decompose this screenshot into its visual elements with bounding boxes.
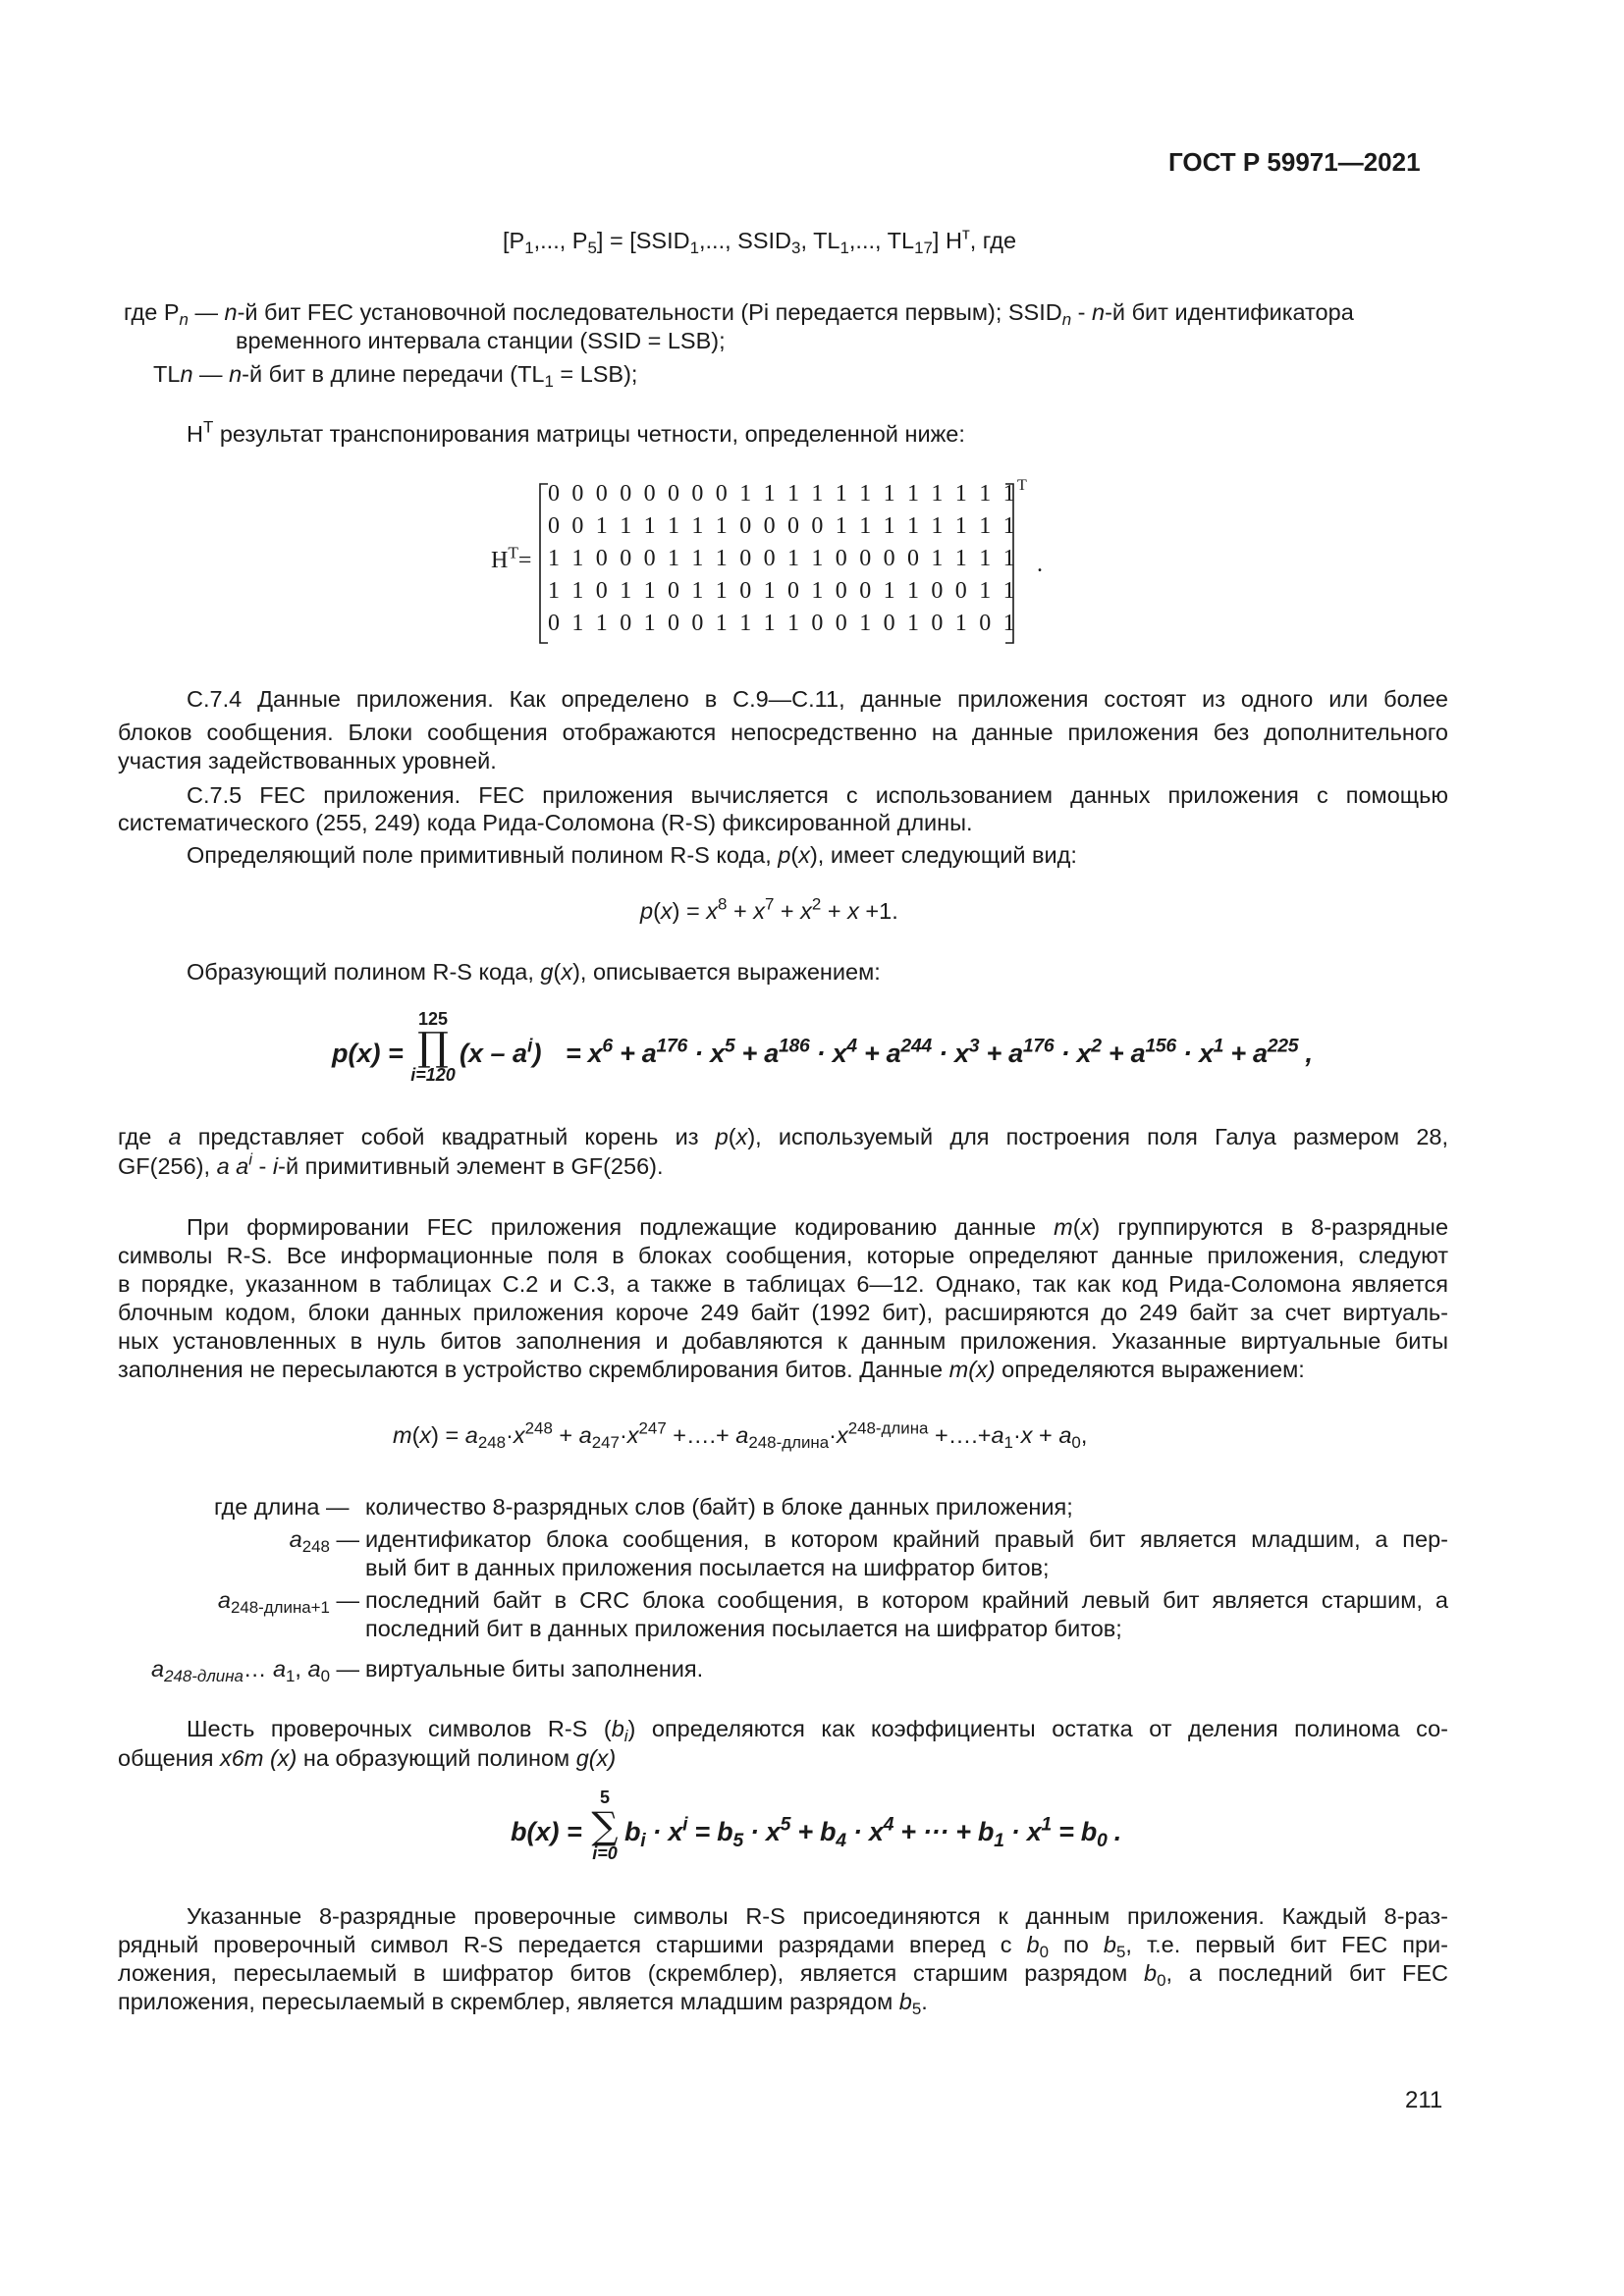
where-padding-text: виртуальные биты заполнения. [365,1656,704,1682]
galois-line-1: где a представляет собой квадратный корень из p(x), используемый для построения поля Галуа размером 28, [118,1124,1448,1149]
sum-symbol [587,1788,623,1864]
ht-intro: $H^T$ результат транспонирования матрицы четности, определенной ниже: [187,417,965,447]
mx-line-5: ных установленных в нуль битов заполнения и добавляются к данным приложения. Указанные виртуальные биты [118,1328,1448,1354]
matrix-label: $H^T=$ [491,543,532,573]
sum-upper: 5 [599,1788,610,1807]
final-line-4: приложения, пересылаемый в скремблер, является младшим разрядом $b_5$. [118,1989,928,2019]
c74-line-3: участия задействованных уровней. [118,748,497,774]
c75-line-1: С.7.5 FEC приложения. FEC приложения вычисляется с использованием данных приложения с помощью [187,782,1448,808]
sum-sign: ∑ [591,1804,619,1847]
matrix-row: 0 0 0 0 0 0 0 0 1 1 1 1 1 1 1 1 1 1 1 1 [548,481,1018,507]
matrix-row: 0 0 1 1 1 1 1 1 0 0 0 0 1 1 1 1 1 1 1 1 [548,513,1018,539]
product-lower: i=120 [410,1065,456,1085]
matrix-period: . [1037,552,1043,577]
definition-pn-cont: временного интервала станции (SSID = LSB); [236,328,726,353]
matrix-row: 1 1 0 1 1 0 1 1 0 1 0 1 0 0 1 1 0 0 1 1 [548,578,1018,604]
check-symbols-line-2: общения x6m (x) на образующий полином g(x) [118,1745,617,1771]
c74-line-1: С.7.4 Данные приложения. Как определено в С.9—С.11, данные приложения состоят из одного или более [187,686,1448,712]
product-sign: ∏ [417,1025,449,1070]
definition-tln: TLn — n-й бит в длине передачи $(TL_1 = LSB)$; [153,361,638,392]
final-line-1: Указанные 8-разрядные проверочные символы R-S присоединяются к данным приложения. Каждый 8-раз- [187,1903,1448,1929]
eq-rhs: = $x^6 + a^{176} \cdot x^5 + a^{186} \cdot x^4 + a^{244} \cdot x^3 + a^{176} \cdot x^2 + a^{156} \cdot x^1 + a^{225}$ , [566,1035,1313,1068]
matrix-row: 1 1 0 0 0 1 1 1 0 0 1 1 0 0 0 0 1 1 1 1 [548,546,1018,571]
where-length-label: где длина — [214,1494,350,1520]
where-a248-label: $a_{248}$ — [289,1526,359,1557]
eq-lhs: b(x) = [511,1817,582,1846]
c75-line-3: Определяющий поле примитивный полином R-S кода, p(x), имеет следующий вид: [187,842,1077,868]
matrix-bracket-right [1003,483,1015,644]
matrix-ht [491,477,1060,650]
where-crc-label: $a_{248-длина+1}$ — [217,1587,359,1618]
galois-line-2: GF(256), a $a^i - i-й$ примитивный элемент в GF(256). [118,1149,664,1179]
eq-lhs: p(x) = [332,1039,404,1068]
document-header: ГОСТ Р 59971—2021 [1168,147,1421,177]
where-crc-text-1: последний байт в CRC блока сообщения, в котором крайний левый бит является старшим, а [365,1587,1448,1613]
c75-line-2: систематического (255, 249) кода Рида-Соломона (R-S) фиксированной длины. [118,810,973,835]
sum-lower: i=0 [592,1843,618,1863]
equation-generator [332,1009,1313,1099]
equation-parity: [$P_1$,..., $P_5$] = [$SSID_1$,..., $SSID_3$, $TL_1$,..., $TL_{17}$] $H^т$, где [503,224,1017,258]
generator-intro: Образующий полином R-S кода, g(x), описывается выражением: [187,959,881,985]
c74-line-2: блоков сообщения. Блоки сообщения отображаются непосредственно на данные приложения без дополнительного [118,720,1448,745]
mx-line-1: При формировании FEC приложения подлежащие кодированию данные m(x) группируются в 8-разрядные [187,1214,1449,1240]
check-symbols-line-1: Шесть проверочных символов R-S $(b_i)$ определяются как коэффициенты остатка от деления полинома со- [187,1716,1448,1746]
final-line-2: рядный проверочный символ R-S передается старшими разрядами вперед с $b_0$ по $b_5$, т.е. первый бит FEC при- [118,1932,1448,1962]
equation-mx: $m(x) = a_{248}\cdot x^{248} + a_{247}\cdot x^{247}$ +….+ $a_{248-длина}\cdot x^{248-длина}$ $+\dots.+a_1\cdot x + a_0$, [393,1418,1088,1453]
matrix-body [548,477,1018,650]
final-line-3: ложения, пересылаемый в шифратор битов (скремблер), является старшим разрядом $b_0$, а последний бит FEC [118,1960,1448,1991]
where-length-text: количество 8-разрядных слов (байт) в блоке данных приложения; [365,1494,1073,1520]
where-a248-text-2: вый бит в данных приложения посылается на шифратор битов; [365,1555,1050,1580]
page-number: 211 [1405,2087,1443,2113]
mx-line-4: блочным кодом, блоки данных приложения короче 249 байт (1992 бит), расширяются до 249 байт за счет виртуаль- [118,1300,1448,1325]
where-crc-text-2: последний бит в данных приложения посылается на шифратор битов; [365,1616,1122,1641]
definition-pn: где $P_n$ — n-й бит FEC установочной последовательности (Pi передается первым); $SSID_n - n-й$ бит идентификатора [124,299,1354,330]
matrix-row: 0 1 1 0 1 0 0 1 1 1 1 0 0 1 0 1 0 1 0 1 [548,611,1018,636]
equation-bx [511,1788,1121,1880]
mx-line-6: заполнения не пересылаются в устройство скремблирования битов. Данные m(x) определяются выражением: [118,1357,1305,1382]
eq-rhs: $b_i \cdot x^i = b_5 \cdot x^5 + b_4 \cdot x^4$ + ··· + $b_1 \cdot x^1 = b_0$ . [624,1813,1121,1851]
where-a248-text-1: идентификатор блока сообщения, в котором крайний правый бит является младшим, а пер- [365,1526,1448,1552]
equation-px: $p(x) = x^8 + x^7 + x^2 + x +1$. [640,894,898,924]
where-padding-label: $a_{248-длина}\dots$ $a_1$, $a_0$ — [151,1656,359,1686]
product-upper: 125 [417,1009,449,1029]
product-symbol [410,1009,456,1086]
eq-factor: $(x - a^i)$ [460,1035,542,1068]
mx-line-3: в порядке, указанном в таблицах С.2 и С.3, а также в таблицах 6—12. Однако, так как код Рида-Соломона является [118,1271,1448,1297]
mx-line-2: символы R-S. Все информационные поля в блоках сообщения, которые определяют данные приложения, следуют [118,1243,1448,1268]
matrix-sup-t: T [1017,477,1027,494]
